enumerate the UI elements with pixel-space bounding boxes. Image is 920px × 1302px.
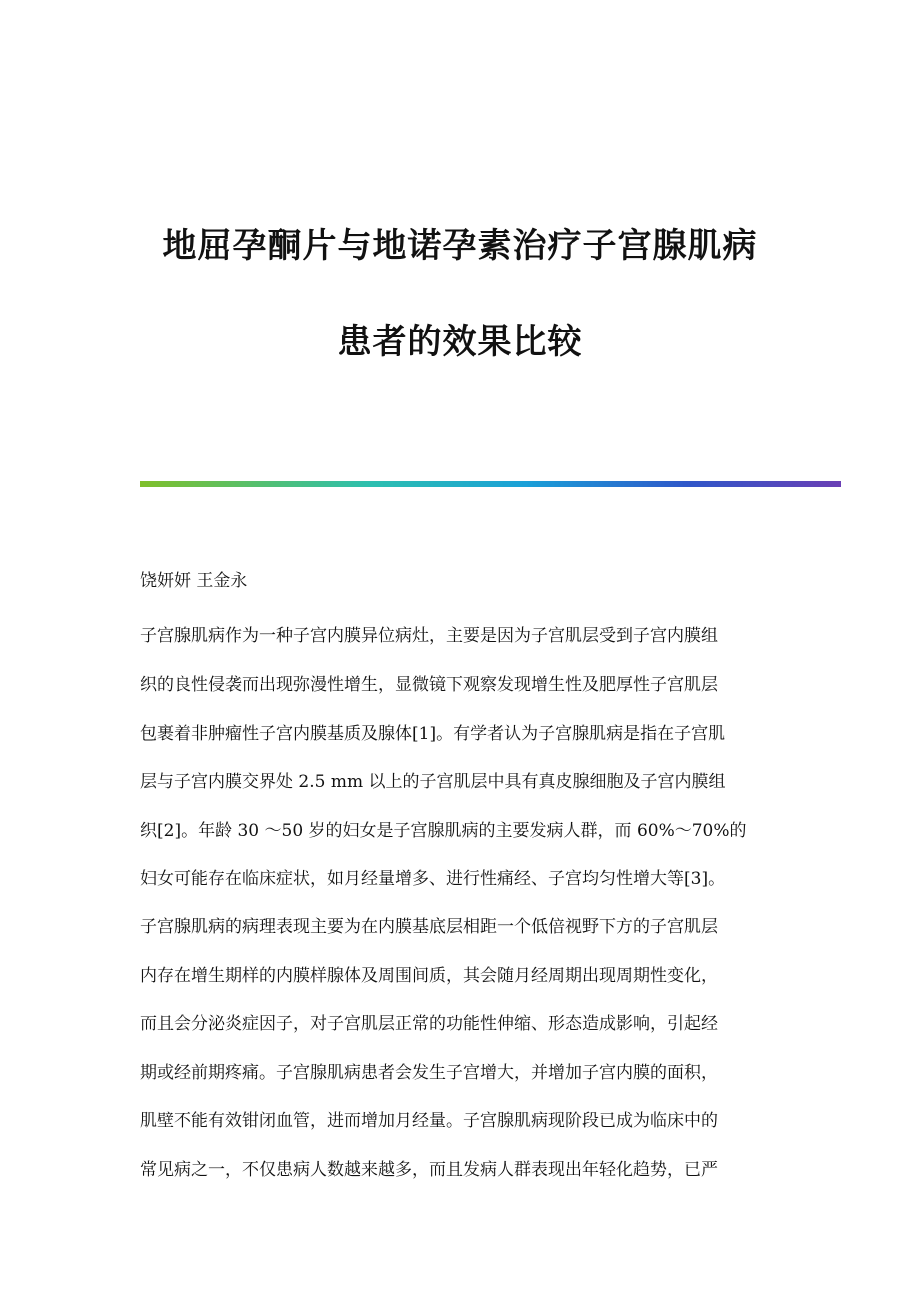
body-paragraph-line: 子宫腺肌病作为一种子宫内膜异位病灶，主要是因为子宫肌层受到子宫内膜组 [140,626,718,646]
document-title-line-2: 患者的效果比较 [337,322,583,362]
body-paragraph-line: 内存在增生期样的内膜样腺体及周围间质，其会随月经周期出现周期性变化， [140,966,718,986]
body-paragraph-line: 织[2]。年龄 30 ～50 岁的妇女是子宫腺肌病的主要发病人群，而 60%～70%的 [140,821,747,841]
body-paragraph-line: 子宫腺肌病的病理表现主要为在内膜基底层相距一个低倍视野下方的子宫肌层 [140,917,718,937]
body-paragraph-line: 织的良性侵袭而出现弥漫性增生，显微镜下观察发现增生性及肥厚性子宫肌层 [140,675,718,695]
body-paragraph-line: 期或经前期疼痛。子宫腺肌病患者会发生子宫增大，并增加子宫内膜的面积， [140,1063,718,1083]
body-paragraph-line: 而且会分泌炎症因子，对子宫肌层正常的功能性伸缩、形态造成影响，引起经 [140,1014,718,1034]
body-paragraph-line: 包裹着非肿瘤性子宫内膜基质及腺体[1]。有学者认为子宫腺肌病是指在子宫肌 [140,724,726,744]
gradient-divider [140,481,841,487]
document-authors: 饶妍妍 王金永 [140,571,248,591]
body-paragraph-line: 肌壁不能有效钳闭血管，进而增加月经量。子宫腺肌病现阶段已成为临床中的 [140,1111,718,1131]
body-paragraph-line: 常见病之一，不仅患病人数越来越多，而且发病人群表现出年轻化趋势，已严 [140,1160,718,1180]
document-title-line-1: 地屈孕酮片与地诺孕素治疗子宫腺肌病 [162,226,758,266]
body-paragraph-line: 妇女可能存在临床症状，如月经量增多、进行性痛经、子宫均匀性增大等[3]。 [140,869,726,889]
body-paragraph-line: 层与子宫内膜交界处 2.5 mm 以上的子宫肌层中具有真皮腺细胞及子宫内膜组 [140,772,726,792]
